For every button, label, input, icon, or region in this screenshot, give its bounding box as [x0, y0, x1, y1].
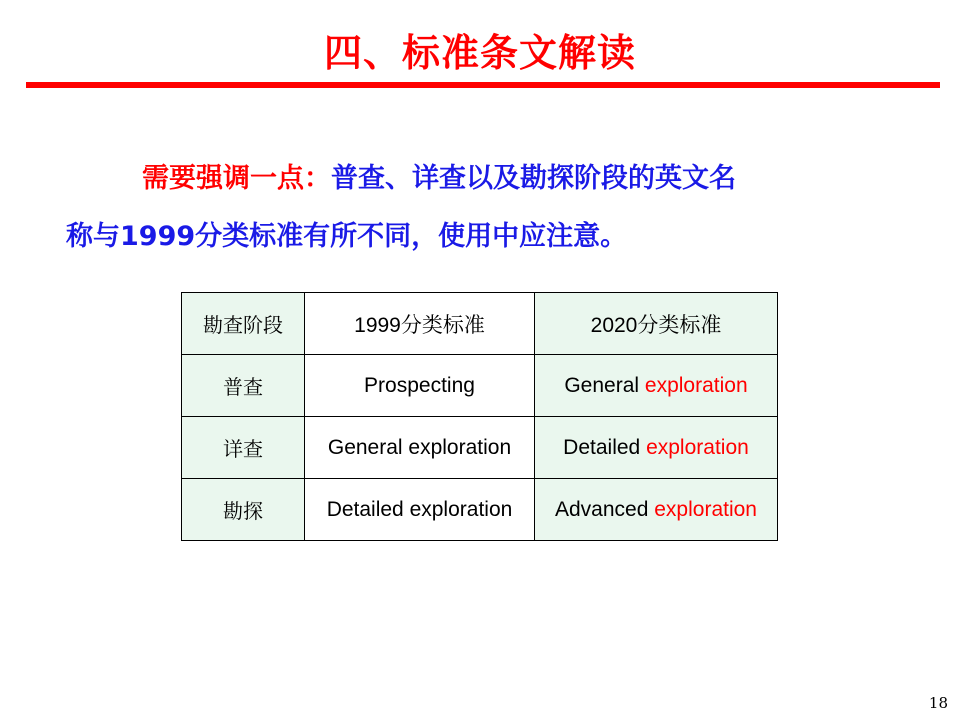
- cell-2020-highlight: exploration: [646, 435, 749, 459]
- cell-1999: Detailed exploration: [305, 479, 535, 541]
- cell-1999: General exploration: [305, 417, 535, 479]
- header-1999: 1999分类标准: [305, 293, 535, 355]
- note-lead: 需要强调一点：: [142, 163, 331, 194]
- title-underline: [26, 82, 940, 88]
- header-2020: 2020分类标准: [535, 293, 778, 355]
- comparison-table: [181, 292, 778, 541]
- table-row: [182, 417, 778, 479]
- page-number: 18: [928, 694, 948, 712]
- cell-2020-prefix: General: [564, 373, 640, 397]
- note-line-1: 普查、详查以及勘探阶段的英文名: [331, 163, 736, 194]
- emphasis-note: [66, 150, 896, 266]
- cell-stage: 普查: [182, 355, 305, 417]
- cell-2020-highlight: exploration: [644, 373, 748, 397]
- cell-2020: [535, 417, 778, 479]
- cell-1999: Prospecting: [305, 355, 535, 417]
- cell-2020-prefix: Detailed: [563, 435, 641, 459]
- cell-2020-highlight: exploration: [654, 497, 757, 521]
- table-header-row: [182, 293, 778, 355]
- cell-stage: 详查: [182, 417, 305, 479]
- note-line-2: 称与1999分类标准有所不同，使用中应注意。: [66, 221, 628, 252]
- cell-2020-prefix: Advanced: [555, 497, 649, 521]
- table-row: [182, 479, 778, 541]
- header-stage: 勘查阶段: [182, 293, 305, 355]
- cell-2020: [535, 355, 778, 417]
- cell-stage: 勘探: [182, 479, 305, 541]
- slide-title: 四、标准条文解读: [323, 31, 636, 75]
- cell-2020: [535, 479, 778, 541]
- table-row: [182, 355, 778, 417]
